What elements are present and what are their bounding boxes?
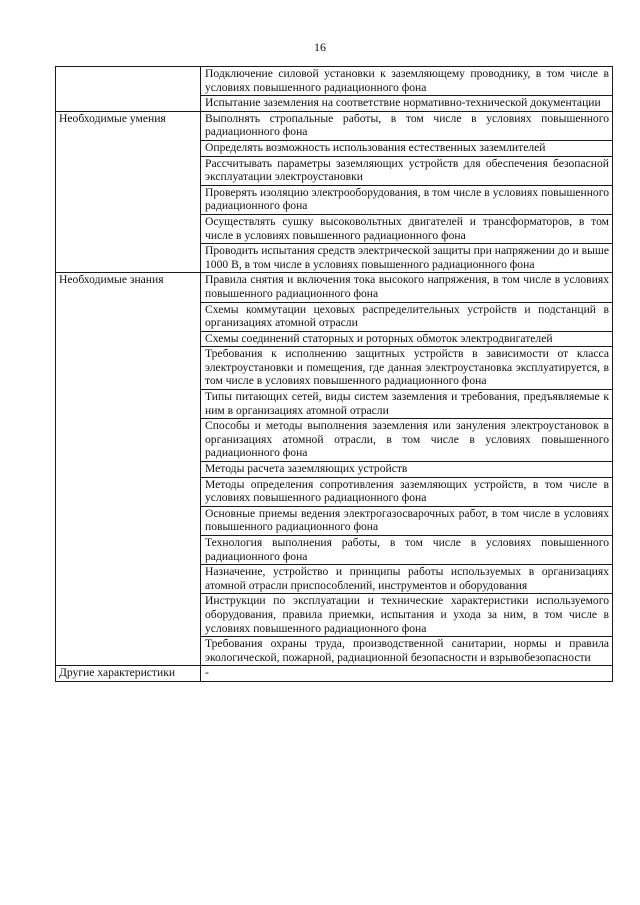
table-row	[56, 244, 613, 273]
table-row	[56, 347, 613, 390]
table-row	[56, 96, 613, 112]
row-label: Необходимые знания	[56, 273, 201, 302]
row-text: Проводить испытания средств электрической защиты при напряжении до и выше 1000 В, в том числе в условиях повышенного радиационного фона	[201, 244, 613, 273]
row-label	[56, 536, 201, 565]
table-row	[56, 214, 613, 243]
row-text: Технология выполнения работы, в том числе в условиях повышенного радиационного фона	[201, 536, 613, 565]
row-text: Определять возможность использования естественных заземлителей	[201, 140, 613, 156]
row-text: Методы расчета заземляющих устройств	[201, 462, 613, 478]
row-label: Другие характеристики	[56, 666, 201, 682]
row-text: Рассчитывать параметры заземляющих устройств для обеспечения безопасной эксплуатации электроустановки	[201, 156, 613, 185]
row-text: Выполнять стропальные работы, в том числе в условиях повышенного радиационного фона	[201, 111, 613, 140]
table-row	[56, 536, 613, 565]
row-label	[56, 506, 201, 535]
table-row	[56, 273, 613, 302]
table-row	[56, 140, 613, 156]
row-label	[56, 565, 201, 594]
table-row	[56, 302, 613, 331]
characteristics-table	[55, 66, 613, 682]
characteristics-table-body	[56, 67, 613, 682]
row-label	[56, 390, 201, 419]
row-text: Правила снятия и включения тока высокого напряжения, в том числе в условиях повышенного радиационного фона	[201, 273, 613, 302]
row-text: Осуществлять сушку высоковольтных двигателей и трансформаторов, в том числе в условиях повышенного радиационного фона	[201, 214, 613, 243]
table-row	[56, 390, 613, 419]
table-row	[56, 111, 613, 140]
row-text: Требования к исполнению защитных устройств в зависимости от класса электроустановки и помещения, где данная электроустановка эксплуатируется, в том числе в условиях повышенного радиационного фона	[201, 347, 613, 390]
row-text: Требования охраны труда, производственной санитарии, нормы и правила экологической, пожарной, радиационной безопасности и взрывобезопасности	[201, 637, 613, 666]
row-text: Проверять изоляцию электрооборудования, в том числе в условиях повышенного радиационного фона	[201, 185, 613, 214]
row-text: Испытание заземления на соответствие нормативно-технической документации	[201, 96, 613, 112]
row-label	[56, 462, 201, 478]
row-label	[56, 477, 201, 506]
table-row	[56, 565, 613, 594]
table-row	[56, 67, 613, 96]
row-label	[56, 185, 201, 214]
row-text: Способы и методы выполнения заземления или зануления электроустановок в организациях атомной отрасли, в том числе в условиях повышенного радиационного фона	[201, 419, 613, 462]
row-text: Схемы соединений статорных и роторных обмоток электродвигателей	[201, 331, 613, 347]
row-label	[56, 140, 201, 156]
row-label	[56, 637, 201, 666]
table-row	[56, 185, 613, 214]
table-row	[56, 637, 613, 666]
row-text: Подключение силовой установки к заземляющему проводнику, в том числе в условиях повышенного радиационного фона	[201, 67, 613, 96]
row-label	[56, 419, 201, 462]
row-text: Инструкции по эксплуатации и технические характеристики используемого оборудования, правила приемки, испытания и ухода за ним, в том числе в условиях повышенного радиационного фона	[201, 594, 613, 637]
row-label	[56, 156, 201, 185]
row-text: -	[201, 666, 613, 682]
table-row	[56, 331, 613, 347]
row-text: Схемы коммутации цеховых распределительных устройств и подстанций в организациях атомной отрасли	[201, 302, 613, 331]
row-text: Назначение, устройство и принципы работы используемых в организациях атомной отрасли приспособлений, инструментов и оборудования	[201, 565, 613, 594]
row-label	[56, 244, 201, 273]
row-text: Методы определения сопротивления заземляющих устройств, в том числе в условиях повышенного радиационного фона	[201, 477, 613, 506]
row-label: Необходимые умения	[56, 111, 201, 140]
table-row	[56, 506, 613, 535]
row-text: Основные приемы ведения электрогазосварочных работ, в том числе в условиях повышенного радиационного фона	[201, 506, 613, 535]
row-label	[56, 594, 201, 637]
table-row	[56, 477, 613, 506]
row-label	[56, 347, 201, 390]
table-row	[56, 156, 613, 185]
row-label	[56, 67, 201, 96]
table-row	[56, 594, 613, 637]
table-row	[56, 666, 613, 682]
row-label	[56, 302, 201, 331]
row-label	[56, 214, 201, 243]
table-row	[56, 462, 613, 478]
page-number: 16	[314, 40, 326, 54]
row-label	[56, 96, 201, 112]
row-text: Типы питающих сетей, виды систем заземления и требования, предъявляемые к ним в организациях атомной отрасли	[201, 390, 613, 419]
table-row	[56, 419, 613, 462]
row-label	[56, 331, 201, 347]
